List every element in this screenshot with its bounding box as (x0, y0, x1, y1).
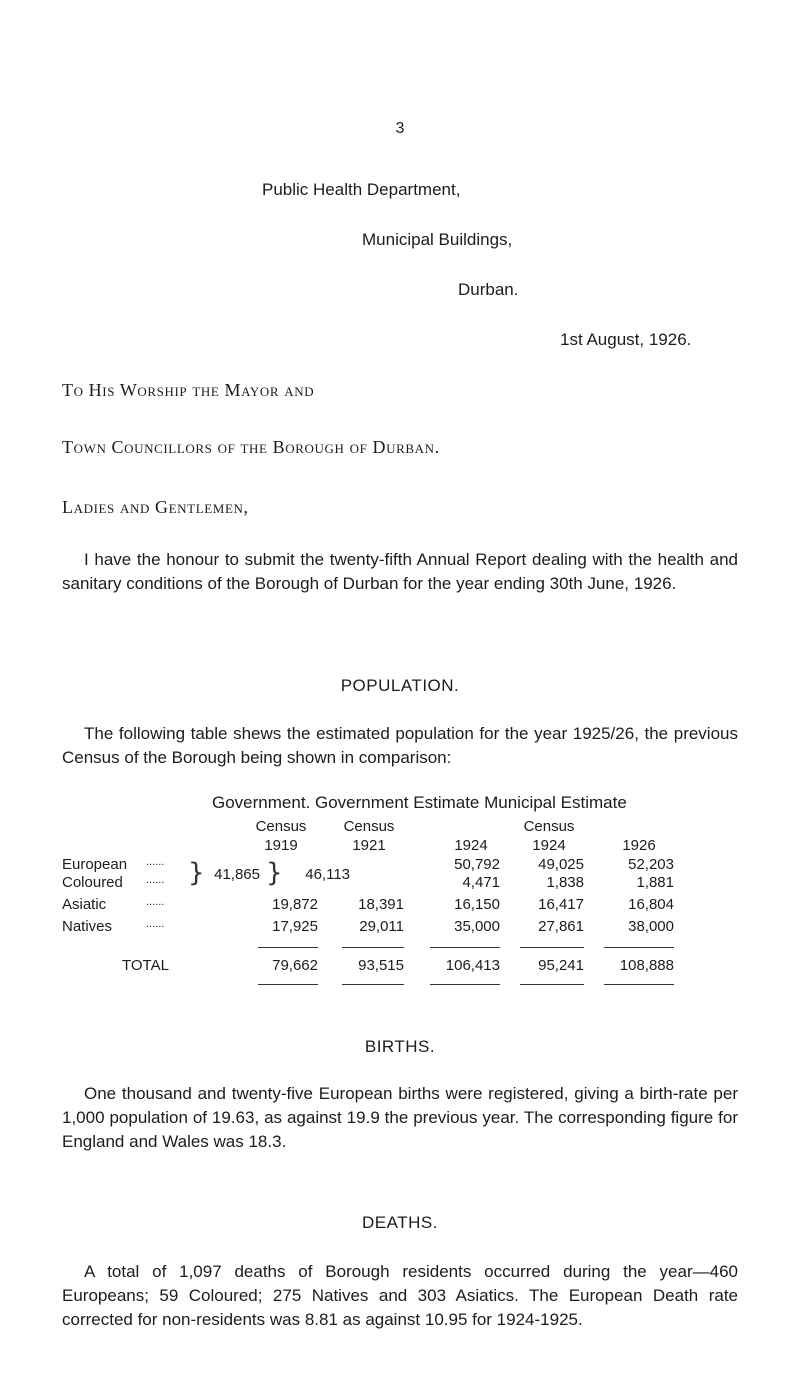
row-label-total: TOTAL (122, 957, 169, 974)
row-leader-dots: ...... (146, 874, 165, 886)
intro-paragraph: I have the honour to submit the twenty-fifth Annual Report dealing with the health and sanitary conditions of the Borough of Durban for the year ending 30th June, 1926. (62, 550, 738, 593)
address-line-city: Durban. (458, 280, 519, 299)
row-leader-dots: ...... (146, 918, 165, 930)
total-rule (258, 984, 318, 985)
table-cell: 79,662 (272, 957, 318, 974)
row-label-natives: Natives (62, 918, 113, 935)
table-cell: 16,417 (538, 896, 584, 913)
table-cell: 95,241 (538, 957, 584, 974)
total-rule (520, 947, 584, 948)
greeting: Ladies and Gentlemen, (62, 497, 249, 517)
table-cell: 16,804 (628, 896, 674, 913)
row-leader-dots: ...... (146, 856, 165, 868)
population-paragraph: The following table shews the estimated population for the year 1925/26, the previous Census of the Borough being shown in comparison: (62, 724, 738, 767)
address-line-buildings: Municipal Buildings, (362, 230, 513, 249)
table-cell: 19,872 (272, 896, 318, 913)
total-rule (430, 984, 500, 985)
total-rule (342, 947, 404, 948)
table-cell: 52,203 (628, 856, 674, 873)
row-label-coloured: Coloured (62, 874, 123, 891)
col-header-year: 1924 (454, 837, 488, 854)
deaths-paragraph: A total of 1,097 deaths of Borough residents occurred during the year—460 Europeans; 59 Coloured; 275 Natives and 303 Asiatics. The European Death rate corrected for non-residents was 8.81 as against 10.95 for 1924-1925. (62, 1262, 738, 1329)
page-number: 3 (395, 120, 405, 137)
table-cell: 93,515 (358, 957, 404, 974)
col-header-year: 1924 (532, 837, 566, 854)
col-header-year: 1919 (264, 837, 298, 854)
table-cell: 27,861 (538, 918, 584, 935)
row-leader-dots: ...... (146, 896, 165, 908)
row-label-asiatic: Asiatic (62, 896, 107, 913)
table-cell: 16,150 (454, 896, 500, 913)
row-label-european: European (62, 856, 128, 873)
table-cell: 106,413 (445, 957, 500, 974)
table-cell: 4,471 (462, 874, 500, 891)
letter-date: 1st August, 1926. (560, 330, 692, 349)
table-cell: 49,025 (538, 856, 584, 873)
total-rule (430, 947, 500, 948)
col-header-census: Census (523, 818, 575, 835)
table-cell: 41,865 (214, 866, 260, 883)
births-paragraph: One thousand and twenty-five European births were registered, giving a birth-rate per 1,000 population of 19.63, as against 19.9 the previous year. The corresponding figure for England and Wales was 18.3. (62, 1084, 738, 1151)
population-heading: POPULATION. (340, 676, 460, 695)
brace-icon: } (266, 858, 283, 888)
recipient-line-1: To His Worship the Mayor and (62, 380, 315, 400)
total-rule (520, 984, 584, 985)
table-cell: 38,000 (628, 918, 674, 935)
table-cell: 1,881 (636, 874, 674, 891)
col-header-census: Census (255, 818, 307, 835)
table-cell: 35,000 (454, 918, 500, 935)
col-header-census: Census (343, 818, 395, 835)
table-header-line-1: Government. Government Estimate Municipal Estimate (212, 793, 627, 812)
total-rule (604, 947, 674, 948)
total-rule (258, 947, 318, 948)
total-rule (342, 984, 404, 985)
col-header-year: 1926 (622, 837, 656, 854)
address-line-department: Public Health Department, (262, 180, 461, 199)
table-cell: 108,888 (619, 957, 674, 974)
births-heading: BIRTHS. (364, 1037, 436, 1056)
table-cell: 18,391 (358, 896, 404, 913)
table-cell: 1,838 (546, 874, 584, 891)
deaths-heading: DEATHS. (362, 1213, 438, 1232)
total-rule (604, 984, 674, 985)
recipient-line-2: Town Councillors of the Borough of Durban. (62, 437, 440, 457)
table-cell: 50,792 (454, 856, 500, 873)
col-header-year: 1921 (352, 837, 386, 854)
table-cell: 46,113 (305, 866, 350, 883)
brace-icon: } (188, 858, 205, 888)
table-cell: 29,011 (359, 918, 404, 935)
table-cell: 17,925 (272, 918, 318, 935)
